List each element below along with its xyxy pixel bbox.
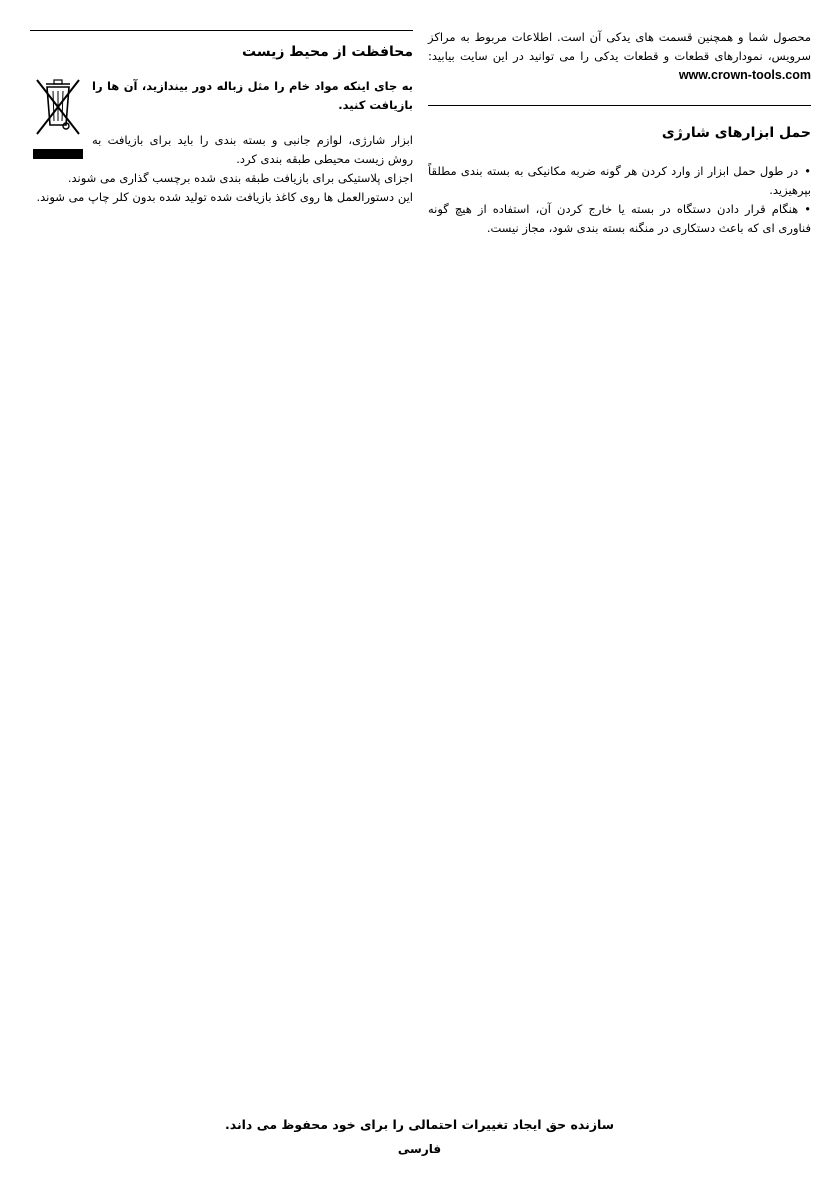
- section-divider: [428, 105, 811, 106]
- section-divider: [30, 30, 413, 31]
- environment-section-title: محافظت از محیط زیست: [242, 44, 413, 60]
- transport-bullet-1: [428, 162, 811, 200]
- recycle-text: به جای اینکه مواد خام را مثل زباله دور بیندازید، آن ها را بازیافت کنید.: [92, 79, 413, 112]
- transport-section-title: حمل ابزارهای شارژی: [661, 125, 811, 141]
- accessories-text: ابزار شارژی، لوازم جانبی و بسته بندی را باید برای بازیافت به روش زیست محیطی طبقه بندی کرد.: [92, 133, 413, 166]
- plastic-parts-text: اجزای پلاستیکی برای بازیافت طبقه بندی شده برچسب گذاری می شوند.: [67, 171, 413, 185]
- bullet-marker: •: [804, 164, 811, 178]
- bullet-marker: •: [804, 202, 811, 216]
- weee-symbol: [30, 77, 85, 159]
- paper-text: این دستورالعمل ها روی کاغذ بازیافت شده تولید شده بدون کلر چاپ می شوند.: [36, 190, 413, 204]
- transport-bullet-2-text: هنگام قرار دادن دستگاه در بسته یا خارج کردن آن، استفاده از هیچ گونه فناوری ای که باعث دستکاری در منگنه بسته بندی شود، مجاز نیست.: [428, 202, 811, 235]
- transport-bullet-1-text: در طول حمل ابزار از وارد کردن هر گونه ضربه مکانیکی به بسته بندی مطلقاً بپرهیزید.: [428, 164, 811, 197]
- left-column: [30, 28, 413, 207]
- website-link[interactable]: www.crown-tools.com: [678, 68, 811, 82]
- crossed-out-bin-icon: [35, 77, 81, 139]
- transport-bullet-2: [428, 200, 811, 238]
- service-info-paragraph: [428, 28, 811, 85]
- language-label: فارسی: [397, 1142, 442, 1156]
- service-info-text: محصول شما و همچنین قسمت های یدکی آن است. اطلاعات مربوط به مراکز سرویس، نمودارهای قطعات و قطعات یدکی را می توانید در این سایت بیابید:: [428, 30, 811, 63]
- right-column: [428, 28, 811, 238]
- weee-bar: [33, 149, 83, 159]
- manufacturer-notice: سازنده حق ایجاد تغییرات احتمالی را برای خود محفوظ می داند.: [224, 1117, 614, 1132]
- recycle-block: [30, 77, 413, 169]
